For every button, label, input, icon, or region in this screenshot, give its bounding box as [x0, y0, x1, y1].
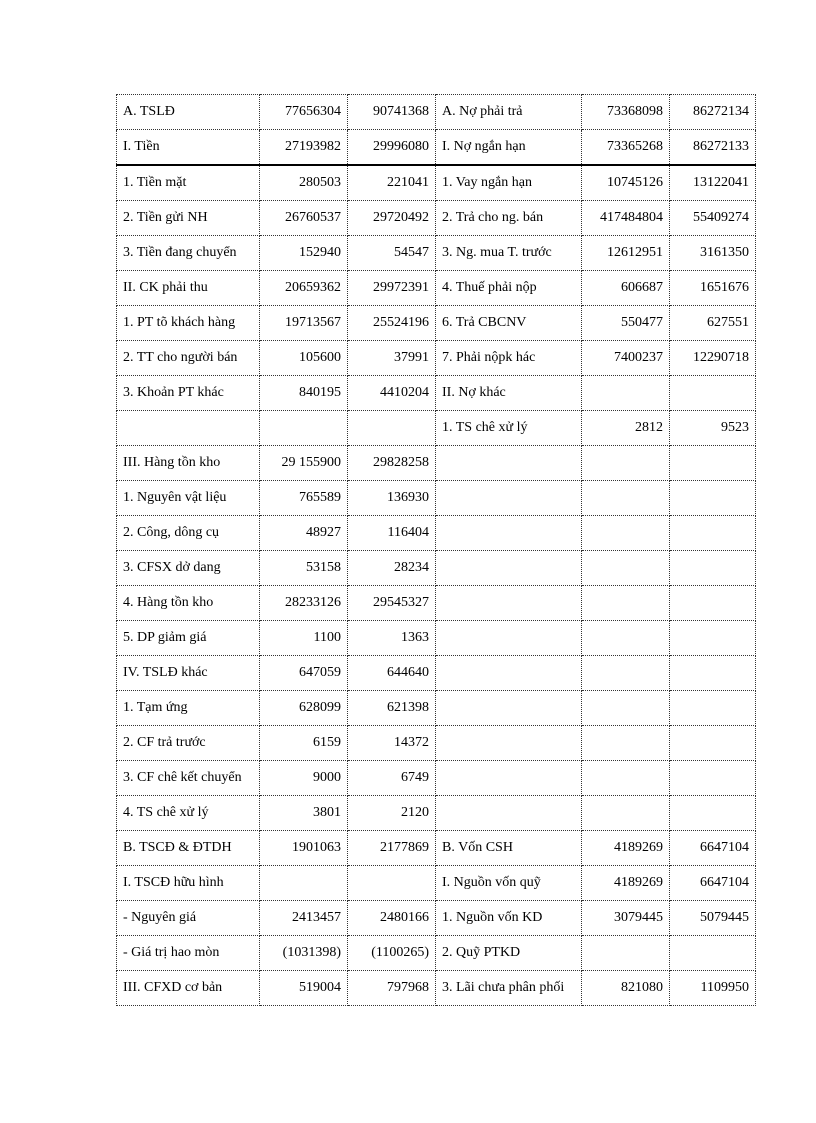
- table-row: [117, 901, 756, 936]
- row-label-cell: [436, 551, 582, 586]
- row-label-cell: III. Hàng tồn kho: [117, 446, 260, 481]
- value-cell: 2177869: [348, 831, 436, 866]
- row-label-cell: II. CK phải thu: [117, 271, 260, 306]
- value-cell: 628099: [260, 691, 348, 726]
- value-cell: 29545327: [348, 586, 436, 621]
- value-cell: 37991: [348, 341, 436, 376]
- value-cell: 5079445: [670, 901, 756, 936]
- value-cell: [670, 761, 756, 796]
- value-cell: [670, 691, 756, 726]
- value-cell: 29 155900: [260, 446, 348, 481]
- value-cell: 152940: [260, 236, 348, 271]
- row-label-cell: 4. Thuế phải nộp: [436, 271, 582, 306]
- row-label-cell: 1. PT tõ khách hàng: [117, 306, 260, 341]
- value-cell: 1651676: [670, 271, 756, 306]
- value-cell: 86272134: [670, 95, 756, 130]
- row-label-cell: I. Nợ ngắn hạn: [436, 130, 582, 166]
- value-cell: 280503: [260, 165, 348, 201]
- row-label-cell: 3. Lãi chưa phân phối: [436, 971, 582, 1006]
- value-cell: [260, 866, 348, 901]
- value-cell: 1100: [260, 621, 348, 656]
- value-cell: 4189269: [582, 831, 670, 866]
- value-cell: [582, 481, 670, 516]
- value-cell: 12290718: [670, 341, 756, 376]
- value-cell: 86272133: [670, 130, 756, 166]
- table-row: [117, 481, 756, 516]
- row-label-cell: 4. TS chê xử lý: [117, 796, 260, 831]
- table-row: [117, 516, 756, 551]
- row-label-cell: [436, 481, 582, 516]
- value-cell: 28233126: [260, 586, 348, 621]
- value-cell: [670, 551, 756, 586]
- value-cell: 840195: [260, 376, 348, 411]
- row-label-cell: I. Nguồn vốn quỹ: [436, 866, 582, 901]
- value-cell: 73368098: [582, 95, 670, 130]
- table-row: [117, 796, 756, 831]
- row-label-cell: 1. Vay ngắn hạn: [436, 165, 582, 201]
- value-cell: 27193982: [260, 130, 348, 166]
- value-cell: 644640: [348, 656, 436, 691]
- row-label-cell: [436, 446, 582, 481]
- value-cell: 1109950: [670, 971, 756, 1006]
- table-row: [117, 971, 756, 1006]
- row-label-cell: [436, 586, 582, 621]
- value-cell: 821080: [582, 971, 670, 1006]
- table-row: [117, 376, 756, 411]
- value-cell: 765589: [260, 481, 348, 516]
- value-cell: [670, 586, 756, 621]
- value-cell: 4189269: [582, 866, 670, 901]
- value-cell: [670, 446, 756, 481]
- row-label-cell: 3. CFSX dở dang: [117, 551, 260, 586]
- value-cell: 9523: [670, 411, 756, 446]
- value-cell: 6647104: [670, 831, 756, 866]
- row-label-cell: [117, 411, 260, 446]
- row-label-cell: [436, 656, 582, 691]
- row-label-cell: 2. Quỹ PTKD: [436, 936, 582, 971]
- value-cell: 73365268: [582, 130, 670, 166]
- row-label-cell: 2. TT cho người bán: [117, 341, 260, 376]
- value-cell: 28234: [348, 551, 436, 586]
- row-label-cell: 2. Tiền gửi NH: [117, 201, 260, 236]
- balance-sheet-table: [116, 94, 756, 1006]
- value-cell: 116404: [348, 516, 436, 551]
- row-label-cell: 4. Hàng tồn kho: [117, 586, 260, 621]
- table-row: [117, 130, 756, 166]
- row-label-cell: - Nguyên giá: [117, 901, 260, 936]
- row-label-cell: II. Nợ khác: [436, 376, 582, 411]
- value-cell: 3079445: [582, 901, 670, 936]
- value-cell: 6749: [348, 761, 436, 796]
- row-label-cell: 6. Trả CBCNV: [436, 306, 582, 341]
- value-cell: 3161350: [670, 236, 756, 271]
- value-cell: [348, 411, 436, 446]
- row-label-cell: [436, 726, 582, 761]
- value-cell: 3801: [260, 796, 348, 831]
- value-cell: [582, 446, 670, 481]
- value-cell: 2413457: [260, 901, 348, 936]
- value-cell: [582, 586, 670, 621]
- row-label-cell: 3. Khoản PT khác: [117, 376, 260, 411]
- value-cell: 13122041: [670, 165, 756, 201]
- value-cell: 77656304: [260, 95, 348, 130]
- value-cell: [582, 761, 670, 796]
- row-label-cell: 1. Nguyên vật liệu: [117, 481, 260, 516]
- value-cell: [670, 796, 756, 831]
- table-row: [117, 201, 756, 236]
- value-cell: 550477: [582, 306, 670, 341]
- row-label-cell: 2. Trả cho ng. bán: [436, 201, 582, 236]
- value-cell: 1901063: [260, 831, 348, 866]
- value-cell: 29972391: [348, 271, 436, 306]
- table-row: [117, 761, 756, 796]
- row-label-cell: B. Vốn CSH: [436, 831, 582, 866]
- value-cell: 6159: [260, 726, 348, 761]
- row-label-cell: B. TSCĐ & ĐTDH: [117, 831, 260, 866]
- table-row: [117, 656, 756, 691]
- table-row: [117, 691, 756, 726]
- row-label-cell: III. CFXD cơ bản: [117, 971, 260, 1006]
- row-label-cell: 7. Phải nộpk hác: [436, 341, 582, 376]
- row-label-cell: [436, 621, 582, 656]
- value-cell: 647059: [260, 656, 348, 691]
- value-cell: 417484804: [582, 201, 670, 236]
- value-cell: 606687: [582, 271, 670, 306]
- row-label-cell: 5. DP giảm giá: [117, 621, 260, 656]
- value-cell: 48927: [260, 516, 348, 551]
- value-cell: 29996080: [348, 130, 436, 166]
- row-label-cell: [436, 761, 582, 796]
- value-cell: 105600: [260, 341, 348, 376]
- value-cell: 10745126: [582, 165, 670, 201]
- row-label-cell: 1. Tạm ứng: [117, 691, 260, 726]
- value-cell: 9000: [260, 761, 348, 796]
- value-cell: 136930: [348, 481, 436, 516]
- table-row: [117, 95, 756, 130]
- value-cell: 627551: [670, 306, 756, 341]
- table-row: [117, 271, 756, 306]
- value-cell: [670, 656, 756, 691]
- row-label-cell: [436, 516, 582, 551]
- row-label-cell: A. TSLĐ: [117, 95, 260, 130]
- table-row: [117, 165, 756, 201]
- row-label-cell: 1. TS chê xử lý: [436, 411, 582, 446]
- value-cell: [670, 621, 756, 656]
- value-cell: 797968: [348, 971, 436, 1006]
- table-row: [117, 551, 756, 586]
- value-cell: [582, 376, 670, 411]
- row-label-cell: 3. Ng. mua T. trước: [436, 236, 582, 271]
- table-row: [117, 586, 756, 621]
- value-cell: (1100265): [348, 936, 436, 971]
- row-label-cell: I. TSCĐ hữu hình: [117, 866, 260, 901]
- value-cell: [670, 936, 756, 971]
- value-cell: 1363: [348, 621, 436, 656]
- table-row: [117, 726, 756, 761]
- table-row: [117, 936, 756, 971]
- value-cell: 14372: [348, 726, 436, 761]
- table-row: [117, 866, 756, 901]
- value-cell: [582, 516, 670, 551]
- value-cell: [582, 551, 670, 586]
- row-label-cell: [436, 691, 582, 726]
- value-cell: 2812: [582, 411, 670, 446]
- value-cell: (1031398): [260, 936, 348, 971]
- value-cell: [582, 796, 670, 831]
- value-cell: 7400237: [582, 341, 670, 376]
- value-cell: 29828258: [348, 446, 436, 481]
- value-cell: [582, 621, 670, 656]
- value-cell: [582, 656, 670, 691]
- value-cell: 55409274: [670, 201, 756, 236]
- row-label-cell: 3. CF chê kết chuyển: [117, 761, 260, 796]
- value-cell: 54547: [348, 236, 436, 271]
- value-cell: [260, 411, 348, 446]
- value-cell: 12612951: [582, 236, 670, 271]
- value-cell: 2120: [348, 796, 436, 831]
- value-cell: [582, 936, 670, 971]
- value-cell: 6647104: [670, 866, 756, 901]
- value-cell: 4410204: [348, 376, 436, 411]
- value-cell: 90741368: [348, 95, 436, 130]
- value-cell: 53158: [260, 551, 348, 586]
- table-row: [117, 341, 756, 376]
- value-cell: 20659362: [260, 271, 348, 306]
- value-cell: [670, 516, 756, 551]
- table-row: [117, 411, 756, 446]
- value-cell: 2480166: [348, 901, 436, 936]
- table-row: [117, 831, 756, 866]
- row-label-cell: A. Nợ phải trả: [436, 95, 582, 130]
- value-cell: 25524196: [348, 306, 436, 341]
- value-cell: [582, 726, 670, 761]
- row-label-cell: 2. CF trả trước: [117, 726, 260, 761]
- row-label-cell: - Giá trị hao mòn: [117, 936, 260, 971]
- table-row: [117, 306, 756, 341]
- value-cell: [670, 481, 756, 516]
- table-row: [117, 621, 756, 656]
- table-row: [117, 446, 756, 481]
- row-label-cell: 2. Công, dông cụ: [117, 516, 260, 551]
- value-cell: [670, 376, 756, 411]
- value-cell: [670, 726, 756, 761]
- row-label-cell: 3. Tiền đang chuyển: [117, 236, 260, 271]
- value-cell: 621398: [348, 691, 436, 726]
- row-label-cell: 1. Nguồn vốn KD: [436, 901, 582, 936]
- row-label-cell: 1. Tiền mặt: [117, 165, 260, 201]
- row-label-cell: I. Tiền: [117, 130, 260, 166]
- table-row: [117, 236, 756, 271]
- value-cell: 29720492: [348, 201, 436, 236]
- value-cell: 519004: [260, 971, 348, 1006]
- value-cell: 19713567: [260, 306, 348, 341]
- row-label-cell: [436, 796, 582, 831]
- value-cell: 26760537: [260, 201, 348, 236]
- value-cell: [348, 866, 436, 901]
- value-cell: [582, 691, 670, 726]
- value-cell: 221041: [348, 165, 436, 201]
- row-label-cell: IV. TSLĐ khác: [117, 656, 260, 691]
